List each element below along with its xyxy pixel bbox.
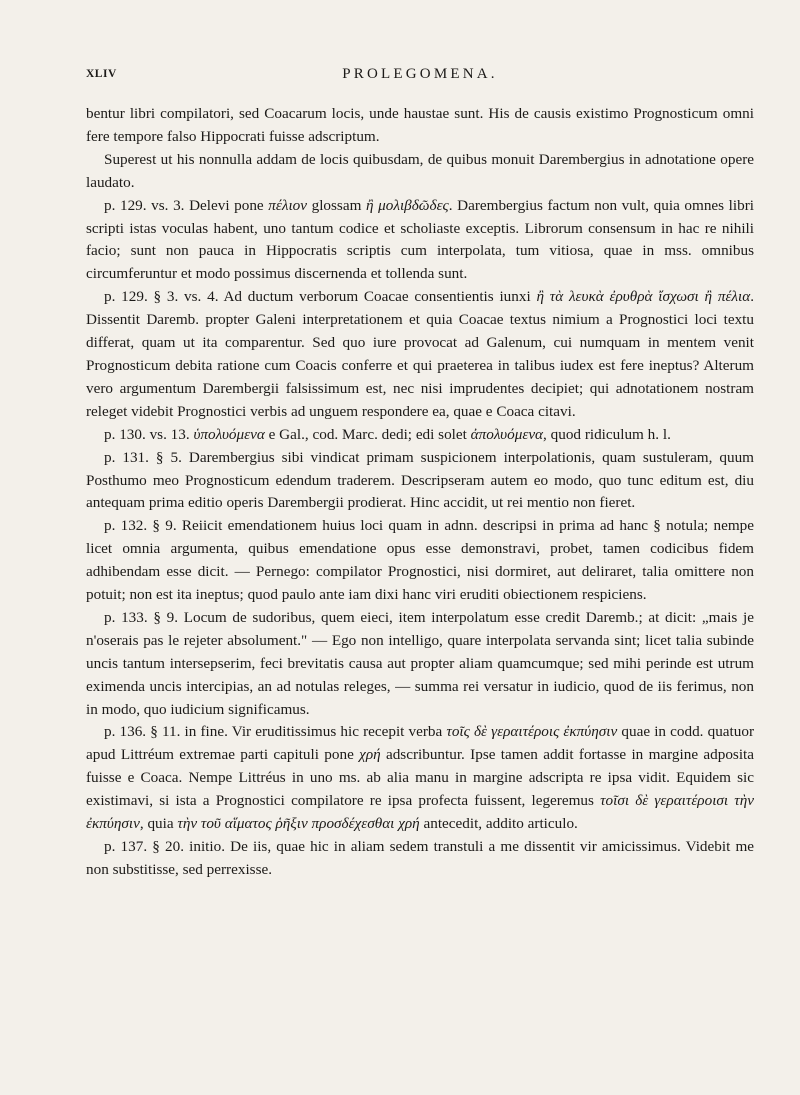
text-run: p. 133. § 9. Locum de sudoribus, quem eieci, item interpolatum esse credit Daremb.; at dicit: „mais je n'oserais pas le rejeter absolument." — Ego non intelligo, quare interpolata servanda sint; licet talia subinde uncis tantum intersepserim, feci brevitatis causa aut propter aliam quamcumque; sed mihi perinde est utrum eximenda uncis intercipias, an ad notulas releges, — summa rei versatur in iudicio, quod de iis ferimus, non in modo, quo iudicium significamus. <box>86 608 754 718</box>
text-run: e Gal., cod. Marc. dedi; edi solet <box>264 425 471 443</box>
greek-text: ἢ τὰ λευκὰ ἐρυθρὰ ἴσχωσι ἢ πέλια <box>536 288 751 306</box>
text-run: antecedit, addito articulo. <box>419 815 578 833</box>
text-run: . Darembergius factum non vult, quia omnes libri scripti istas voculas habent, uno tantum codice et scholiaste exceptis. Librorum consensum in hac re nihili facio; sunt non pauca in Hippocratis scriptis cum interpolata, tum vitiosa, quae in mss. omnibus circumferuntur et modo possimus discernenda et tollenda sunt. <box>86 196 754 283</box>
greek-text: τοῖσι δὲ γεραιτέροισι τὴν ἐκπύησιν <box>86 792 754 833</box>
text-run: bentur libri compilatori, sed Coacarum locis, unde haustae sunt. His de causis existimo Prognosticum omni fere tempore falso Hippocrati fuisse adscriptum. <box>86 105 754 145</box>
paragraph <box>86 195 754 287</box>
text-run: p. 131. § 5. Darembergius sibi vindicat primam suspicionem interpolationis, quam sustuleram, quum Posthumo meo Prognosticum edendum traderem. Descripseram autem eo modo, quo tunc editum est, diu antequam prima editio operis Darembergii prodierat. Hinc accidit, ut rei mentio non fieret. <box>86 448 754 512</box>
paragraph <box>86 424 754 447</box>
text-run: p. 132. § 9. Reiicit emendationem huius loci quam in adnn. descripsi in prima ad hanc § notula; nempe licet omnia argumenta, quibus emendatione opus esse demonstravi, probet, tamen codicibus fidem adhibendam esse dicit. — Pernego: compilator Prognostici, nisi dormiret, aut deliraret, talia omittere non potuit; non est ita ineptus; quod paulo ante iam dixi hanc viri eruditi obiectionem respiciens. <box>86 517 754 604</box>
text-run: , quia <box>139 815 178 833</box>
text-run: . Dissentit Daremb. propter Galeni interpretationem et quia Coacae textus nimium a Prognostici loci textu differat, quam ut ita comparentur. Sed quo iure provocat ad Galenum, cui numquam in mentem venit Prognosticum debita ratione cum Coacis conferre et qui praeterea in talibus iudex est fere ineptus? Alterum vero argumentum Darembergii falsissimum est, nec nisi imprudentes decipiet; qui adnotationem nostram releget videbit Prognostici verbis ad unguem respondere ea, quae e Coaca citavi. <box>86 288 754 420</box>
paragraph <box>86 515 754 607</box>
paragraph <box>86 447 754 516</box>
body-text <box>86 103 754 882</box>
text-run: glossam <box>307 196 367 214</box>
text-run: quae in codd. quatuor apud Littréum extremae parti capituli pone <box>86 723 755 764</box>
greek-text: τὴν τοῦ αἵματος ῥῆξιν προσδέχεσθαι χρή <box>177 815 420 833</box>
greek-text: ἢ μολιβδῶδες <box>366 196 449 214</box>
page-number: XLIV <box>86 68 117 80</box>
paragraph <box>86 286 754 423</box>
text-run: Superest ut his nonnulla addam de locis quibusdam, de quibus monuit Darembergius in adnotatione opere laudato. <box>86 150 754 191</box>
text-run: p. 129. § 3. vs. 4. Ad ductum verborum Coacae consentientis iunxi <box>104 288 537 306</box>
greek-text: πέλιον <box>268 196 308 214</box>
paragraph <box>86 103 754 149</box>
text-run: p. 129. vs. 3. Delevi pone <box>104 196 269 214</box>
greek-text: τοῖς δὲ γεραιτέροις ἐκπύησιν <box>446 723 618 741</box>
text-run: p. 130. vs. 13. <box>104 425 194 443</box>
paragraph <box>86 836 754 882</box>
running-head: PROLEGOMENA. <box>342 66 498 82</box>
text-run: adscribuntur. Ipse tamen addit fortasse in margine adposita fuisse e Coaca. Nempe Littréus in uno ms. ab alia manu in margine adscripta re ipsa vidit. Equidem sic existimavi, si ista a Prognostici compilatore re ipsa profecta fuissent, legeremus <box>86 746 755 810</box>
paragraph <box>86 607 754 722</box>
greek-text: χρή <box>359 746 381 764</box>
greek-text: ἀπολυόμενα <box>470 425 544 443</box>
text-run: p. 136. § 11. in fine. Vir eruditissimus hic recepit verba <box>104 723 447 741</box>
text-run: , quod ridiculum h. l. <box>543 425 671 443</box>
page-header <box>86 66 754 86</box>
greek-text: ὑπολυόμενα <box>193 425 265 443</box>
paragraph <box>86 149 754 195</box>
paragraph <box>86 721 754 836</box>
text-run: p. 137. § 20. initio. De iis, quae hic in aliam sedem transtuli a me dissentit vir amicissimus. Videbit me non substitisse, sed perrexisse. <box>86 838 754 878</box>
